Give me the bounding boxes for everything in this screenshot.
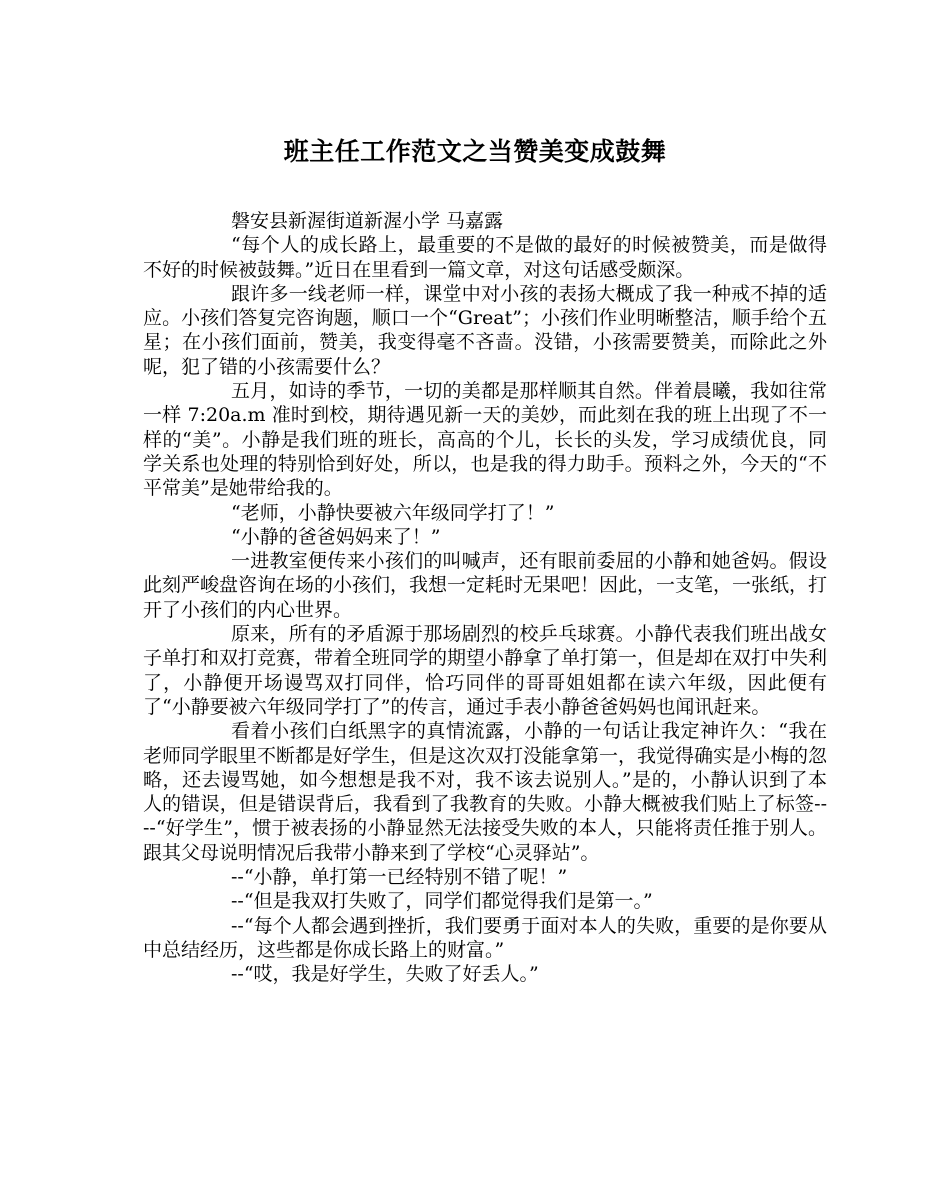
document-body	[143, 209, 827, 987]
paragraph: 原来，所有的矛盾源于那场剧烈的校乒乓球赛。小静代表我们班出战女子单打和双打竞赛，带着全班同学的期望小静拿了单打第一，但是却在双打中失利了，小静便开场谩骂双打同伴，恰巧同伴的哥哥姐姐都在读六年级，因此便有了“小静要被六年级同学打了”的传言，通过手表小静爸爸妈妈也闻讯赶来。	[143, 623, 828, 718]
paragraph: 一进教室便传来小孩们的叫喊声，还有眼前委屈的小静和她爸妈。假设此刻严峻盘咨询在场的小孩们，我想一定耗时无果吧！因此，一支笔，一张纸，打开了小孩们的内心世界。	[143, 550, 828, 621]
paragraph: “每个人的成长路上，最重要的不是做的最好的时候被赞美，而是做得不好的时候被鼓舞。”近日在里看到一篇文章，对这句话感受颇深。	[143, 234, 827, 281]
document-title: 班主任工作范文之当赞美变成鼓舞	[283, 137, 667, 166]
paragraph: --“每个人都会遇到挫折，我们要勇于面对本人的失败，重要的是你要从中总结经历，这些都是你成长路上的财富。”	[143, 914, 827, 961]
paragraph: 五月，如诗的季节，一切的美都是那样顺其自然。伴着晨曦，我如往常一样 7:20a.m 准时到校，期待遇见新一天的美妙，而此刻在我的班上出现了不一样的“美”。小静是我们班的班长，高高的个儿，长长的头发，学习成绩优良，同学关系也处理的特别恰到好处，所以，也是我的得力助手。预料之外，今天的“不平常美”是她带给我的。	[143, 380, 827, 500]
paragraph: “老师，小静快要被六年级同学打了！”	[231, 501, 555, 524]
paragraph: --“但是我双打失败了，同学们都觉得我们是第一。”	[231, 890, 653, 913]
paragraph: 看着小孩们白纸黑字的真情流露，小静的一句话让我定神许久：“我在老师同学眼里不断都是好学生，但是这次双打没能拿第一，我觉得确实是小梅的忽略，还去谩骂她，如今想想是我不对，我不该去说别人。”是的，小静认识到了本人的错误，但是错误背后，我看到了我教育的失败。小静大概被我们贴上了标签----“好学生”，惯于被表扬的小静显然无法接受失败的本人，只能将责任推于别人。跟其父母说明情况后我带小静来到了学校“心灵驿站”。	[143, 720, 828, 864]
paragraph: 跟许多一线老师一样，课堂中对小孩的表扬大概成了我一种戒不掉的适应。小孩们答复完咨询题，顺口一个“Great”；小孩们作业明晰整洁，顺手给个五星；在小孩们面前，赞美，我变得毫不吝啬。没错，小孩需要赞美，而除此之外呢，犯了错的小孩需要什么？	[143, 282, 827, 378]
author-line: 磐安县新渥街道新渥小学 马嘉露	[231, 210, 504, 232]
paragraph: “小静的爸爸妈妈来了！”	[231, 525, 441, 548]
paragraph: --“哎，我是好学生，失败了好丢人。”	[231, 963, 539, 986]
paragraph: --“小静，单打第一已经特别不错了呢！”	[231, 866, 568, 889]
